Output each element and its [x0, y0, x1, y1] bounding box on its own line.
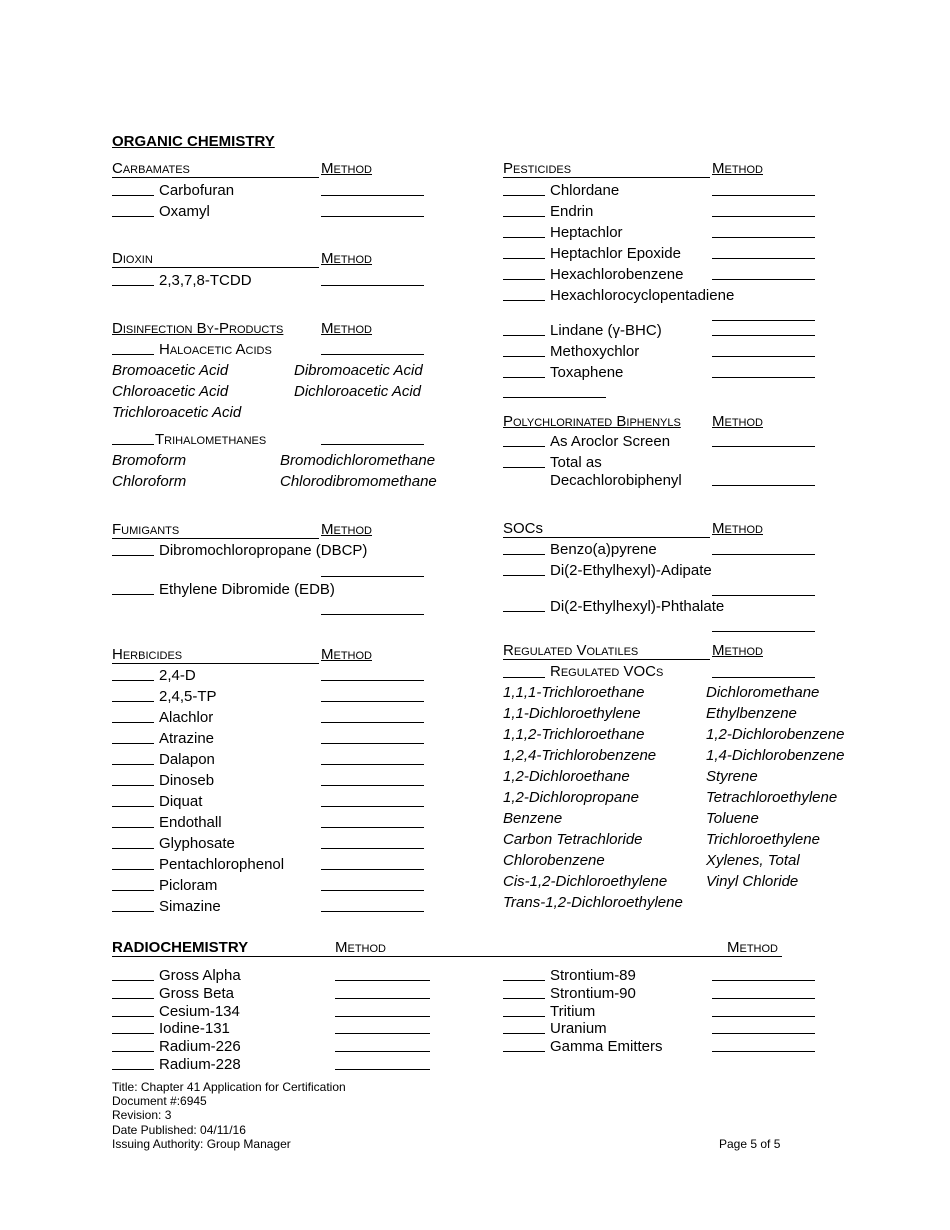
analyte-label: Alachlor: [159, 709, 214, 726]
method-blank[interactable]: [712, 998, 815, 999]
check-blank[interactable]: [112, 998, 154, 999]
footer-authority: Issuing Authority: Group Manager: [112, 1137, 291, 1151]
analyte-label: Lindane (γ-BHC): [550, 322, 662, 339]
thm-item: Bromoform: [112, 452, 187, 469]
check-blank[interactable]: [503, 335, 545, 336]
header-rule: [503, 177, 710, 178]
check-blank[interactable]: [503, 554, 545, 555]
analyte-label: Ethylene Dibromide (EDB): [159, 581, 335, 598]
check-blank[interactable]: [112, 806, 154, 807]
analyte-label: Picloram: [159, 877, 218, 894]
method-label: Method: [712, 160, 763, 177]
voc-item: Trans-1,2-Dichloroethylene: [503, 894, 683, 911]
header-rule: [112, 663, 319, 664]
analyte-label: Dalapon: [159, 751, 215, 768]
method-blank[interactable]: [712, 631, 815, 632]
method-blank[interactable]: [321, 785, 424, 786]
method-blank[interactable]: [321, 869, 424, 870]
check-blank[interactable]: [503, 1033, 545, 1034]
check-blank[interactable]: [503, 467, 545, 468]
voc-item: 1,2-Dichlorobenzene: [706, 726, 845, 743]
method-label: Method: [321, 160, 372, 177]
method-blank[interactable]: [712, 677, 815, 678]
method-label: Method: [712, 642, 763, 659]
footer-title: Title: Chapter 41 Application for Certification: [112, 1080, 346, 1094]
method-blank[interactable]: [712, 1033, 815, 1034]
analyte-label: Di(2-Ethylhexyl)-Phthalate: [550, 598, 725, 615]
method-blank[interactable]: [712, 377, 815, 378]
method-blank[interactable]: [335, 1033, 430, 1034]
analyte-label: Diquat: [159, 793, 203, 810]
check-blank[interactable]: [112, 743, 154, 744]
analyte-label: Carbofuran: [159, 182, 235, 199]
check-blank[interactable]: [112, 1033, 154, 1034]
check-blank[interactable]: [112, 594, 154, 595]
method-blank[interactable]: [321, 576, 424, 577]
header-rule: [503, 537, 710, 538]
check-blank[interactable]: [503, 195, 545, 196]
check-blank[interactable]: [503, 356, 545, 357]
method-label: Method: [321, 646, 372, 663]
analyte-label: Gross Alpha: [159, 967, 241, 984]
method-label: Method: [321, 521, 372, 538]
method-blank[interactable]: [712, 554, 815, 555]
header-rule: [112, 956, 782, 957]
method-blank[interactable]: [335, 1051, 430, 1052]
method-blank[interactable]: [712, 356, 815, 357]
voc-item: Trichloroethylene: [706, 831, 820, 848]
analyte-label: Chlordane: [550, 182, 620, 199]
method-label: Method: [712, 520, 763, 537]
method-blank[interactable]: [321, 216, 424, 217]
dbp-heading: Disinfection By-Products: [112, 320, 284, 337]
haa-item: Trichloroacetic Acid: [112, 404, 242, 421]
page-title: ORGANIC CHEMISTRY: [112, 133, 275, 150]
voc-item: 1,1-Dichloroethylene: [503, 705, 641, 722]
voc-item: Xylenes, Total: [706, 852, 800, 869]
check-blank[interactable]: [112, 911, 154, 912]
analyte-label: 2,3,7,8-TCDD: [159, 272, 252, 289]
method-blank[interactable]: [712, 195, 815, 196]
header-rule: [112, 538, 319, 539]
method-blank[interactable]: [712, 258, 815, 259]
analyte-label: Heptachlor Epoxide: [550, 245, 681, 262]
method-blank[interactable]: [321, 285, 424, 286]
socs-heading: SOCs: [503, 520, 544, 537]
method-blank[interactable]: [321, 911, 424, 912]
radio-title: RADIOCHEMISTRY: [112, 939, 249, 956]
analyte-label: Simazine: [159, 898, 221, 915]
check-blank[interactable]: [503, 611, 545, 612]
analyte-label: Methoxychlor: [550, 343, 640, 360]
check-blank[interactable]: [112, 195, 154, 196]
analyte-label: Glyphosate: [159, 835, 235, 852]
method-label: Method: [712, 413, 763, 430]
analyte-label: Hexachlorocyclopentadiene: [550, 287, 735, 304]
voc-item: Vinyl Chloride: [706, 873, 799, 890]
analyte-label: Di(2-Ethylhexyl)-Adipate: [550, 562, 712, 579]
method-blank[interactable]: [321, 195, 424, 196]
header-rule: [503, 659, 710, 660]
method-label: Method: [321, 250, 372, 267]
method-label: Method: [321, 320, 372, 337]
voc-item: 1,2,4-Trichlorobenzene: [503, 747, 657, 764]
check-blank[interactable]: [112, 701, 154, 702]
vocs-label: Regulated VOCs: [550, 663, 664, 680]
voc-item: Benzene: [503, 810, 563, 827]
check-blank[interactable]: [112, 890, 154, 891]
check-blank[interactable]: [503, 258, 545, 259]
voc-item: 1,4-Dichlorobenzene: [706, 747, 845, 764]
analyte-label: Dibromochloropropane (DBCP): [159, 542, 368, 559]
check-blank[interactable]: [112, 555, 154, 556]
extra-blank[interactable]: [503, 397, 606, 398]
method-blank[interactable]: [321, 743, 424, 744]
method-label: Method: [727, 939, 778, 956]
voc-item: Carbon Tetrachloride: [503, 831, 643, 848]
analyte-label: Uranium: [550, 1020, 607, 1038]
check-blank[interactable]: [112, 1069, 154, 1070]
voc-item: Toluene: [706, 810, 759, 827]
method-blank[interactable]: [712, 1051, 815, 1052]
check-blank[interactable]: [112, 980, 154, 981]
analyte-label: Heptachlor: [550, 224, 623, 241]
check-blank[interactable]: [112, 216, 154, 217]
analyte-label: Radium-228: [159, 1056, 241, 1073]
check-blank[interactable]: [112, 764, 154, 765]
method-blank[interactable]: [335, 1016, 430, 1017]
method-blank[interactable]: [321, 806, 424, 807]
check-blank[interactable]: [503, 377, 545, 378]
check-blank[interactable]: [503, 216, 545, 217]
method-blank[interactable]: [321, 722, 424, 723]
method-blank[interactable]: [712, 595, 815, 596]
analyte-label: Gross Beta: [159, 984, 235, 1002]
fumigants-heading: Fumigants: [112, 521, 180, 538]
analyte-label: Toxaphene: [550, 364, 624, 381]
check-blank[interactable]: [503, 446, 545, 447]
analyte-label: Radium-226: [159, 1038, 241, 1056]
check-blank[interactable]: [112, 1051, 154, 1052]
analyte-label: Oxamyl: [159, 203, 210, 220]
voc-item: 1,1,2-Trichloroethane: [503, 726, 645, 743]
method-blank[interactable]: [335, 998, 430, 999]
header-rule: [112, 267, 319, 268]
thm-label: Trihalomethanes: [155, 431, 267, 448]
thm-item: Bromodichloromethane: [280, 452, 436, 469]
footer-date: Date Published: 04/11/16: [112, 1123, 246, 1137]
check-blank[interactable]: [503, 237, 545, 238]
analyte-label: Pentachlorophenol: [159, 856, 285, 873]
check-blank[interactable]: [112, 848, 154, 849]
analyte-label: 2,4,5-TP: [159, 688, 217, 705]
check-blank[interactable]: [112, 285, 154, 286]
haa-item: Dichloroacetic Acid: [294, 383, 421, 400]
method-blank[interactable]: [321, 764, 424, 765]
thm-item: Chlorodibromomethane: [280, 473, 437, 490]
check-blank[interactable]: [112, 827, 154, 828]
check-blank[interactable]: [503, 1051, 545, 1052]
thm-item: Chloroform: [112, 473, 187, 490]
analyte-label: As Aroclor Screen: [550, 433, 671, 450]
analyte-label: Tritium: [550, 1002, 596, 1020]
page-number: Page 5 of 5: [719, 1137, 781, 1151]
analyte-label: Dinoseb: [159, 772, 215, 789]
check-blank[interactable]: [112, 1016, 154, 1017]
check-blank[interactable]: [503, 575, 545, 576]
method-blank[interactable]: [321, 890, 424, 891]
check-blank[interactable]: [503, 1016, 545, 1017]
footer-revision: Revision: 3: [112, 1108, 172, 1122]
method-blank[interactable]: [321, 680, 424, 681]
carbamates-heading: Carbamates: [112, 160, 190, 177]
voc-item: Chlorobenzene: [503, 852, 605, 869]
pcb-heading: Polychlorinated Biphenyls: [503, 413, 681, 430]
analyte-label: Decachlorobiphenyl: [550, 472, 682, 489]
analyte-label: Benzo(a)pyrene: [550, 541, 657, 558]
analyte-label: 2,4-D: [159, 667, 196, 684]
voc-item: Cis-1,2-Dichloroethylene: [503, 873, 668, 890]
method-blank[interactable]: [321, 701, 424, 702]
analyte-label: Total as: [550, 454, 602, 471]
method-blank[interactable]: [712, 1016, 815, 1017]
voc-item: Styrene: [706, 768, 758, 785]
check-blank[interactable]: [503, 998, 545, 999]
check-blank[interactable]: [503, 279, 545, 280]
check-blank[interactable]: [503, 300, 545, 301]
pesticides-heading: Pesticides: [503, 160, 572, 177]
voc-item: Ethylbenzene: [706, 705, 797, 722]
analyte-label: Endothall: [159, 814, 222, 831]
haa-label: Haloacetic Acids: [159, 341, 272, 358]
method-blank[interactable]: [335, 980, 430, 981]
method-blank[interactable]: [321, 444, 424, 445]
header-rule: [112, 177, 319, 178]
method-blank[interactable]: [321, 354, 424, 355]
check-blank[interactable]: [112, 680, 154, 681]
analyte-label: Endrin: [550, 203, 594, 220]
voc-item: Dichloromethane: [706, 684, 820, 701]
voc-item: 1,2-Dichloroethane: [503, 768, 630, 785]
haa-item: Dibromoacetic Acid: [294, 362, 423, 379]
method-blank[interactable]: [712, 237, 815, 238]
method-blank[interactable]: [712, 980, 815, 981]
dioxin-heading: Dioxin: [112, 250, 153, 267]
analyte-label: Gamma Emitters: [550, 1038, 663, 1056]
volatiles-heading: Regulated Volatiles: [503, 642, 639, 659]
method-blank[interactable]: [321, 827, 424, 828]
method-label: Method: [335, 939, 386, 956]
method-blank[interactable]: [712, 279, 815, 280]
method-blank[interactable]: [712, 485, 815, 486]
check-blank[interactable]: [112, 869, 154, 870]
voc-item: Tetrachloroethylene: [706, 789, 838, 806]
method-blank[interactable]: [712, 335, 815, 336]
check-blank[interactable]: [503, 980, 545, 981]
haa-item: Chloroacetic Acid: [112, 383, 229, 400]
method-blank[interactable]: [321, 848, 424, 849]
analyte-label: Strontium-90: [550, 984, 636, 1002]
method-blank[interactable]: [712, 320, 815, 321]
method-blank[interactable]: [712, 446, 815, 447]
method-blank[interactable]: [712, 216, 815, 217]
analyte-label: Cesium-134: [159, 1002, 240, 1020]
check-blank[interactable]: [112, 444, 154, 445]
analyte-label: Atrazine: [159, 730, 215, 747]
method-blank[interactable]: [321, 614, 424, 615]
voc-item: 1,1,1-Trichloroethane: [503, 684, 645, 701]
footer-doc: Document #:6945: [112, 1094, 207, 1108]
check-blank[interactable]: [112, 785, 154, 786]
haa-item: Bromoacetic Acid: [112, 362, 229, 379]
analyte-label: Strontium-89: [550, 967, 636, 984]
check-blank[interactable]: [112, 722, 154, 723]
analyte-label: Iodine-131: [159, 1020, 230, 1038]
method-blank[interactable]: [335, 1069, 430, 1070]
check-blank[interactable]: [112, 354, 154, 355]
check-blank[interactable]: [503, 677, 545, 678]
voc-item: 1,2-Dichloropropane: [503, 789, 639, 806]
herbicides-heading: Herbicides: [112, 646, 183, 663]
analyte-label: Hexachlorobenzene: [550, 266, 684, 283]
